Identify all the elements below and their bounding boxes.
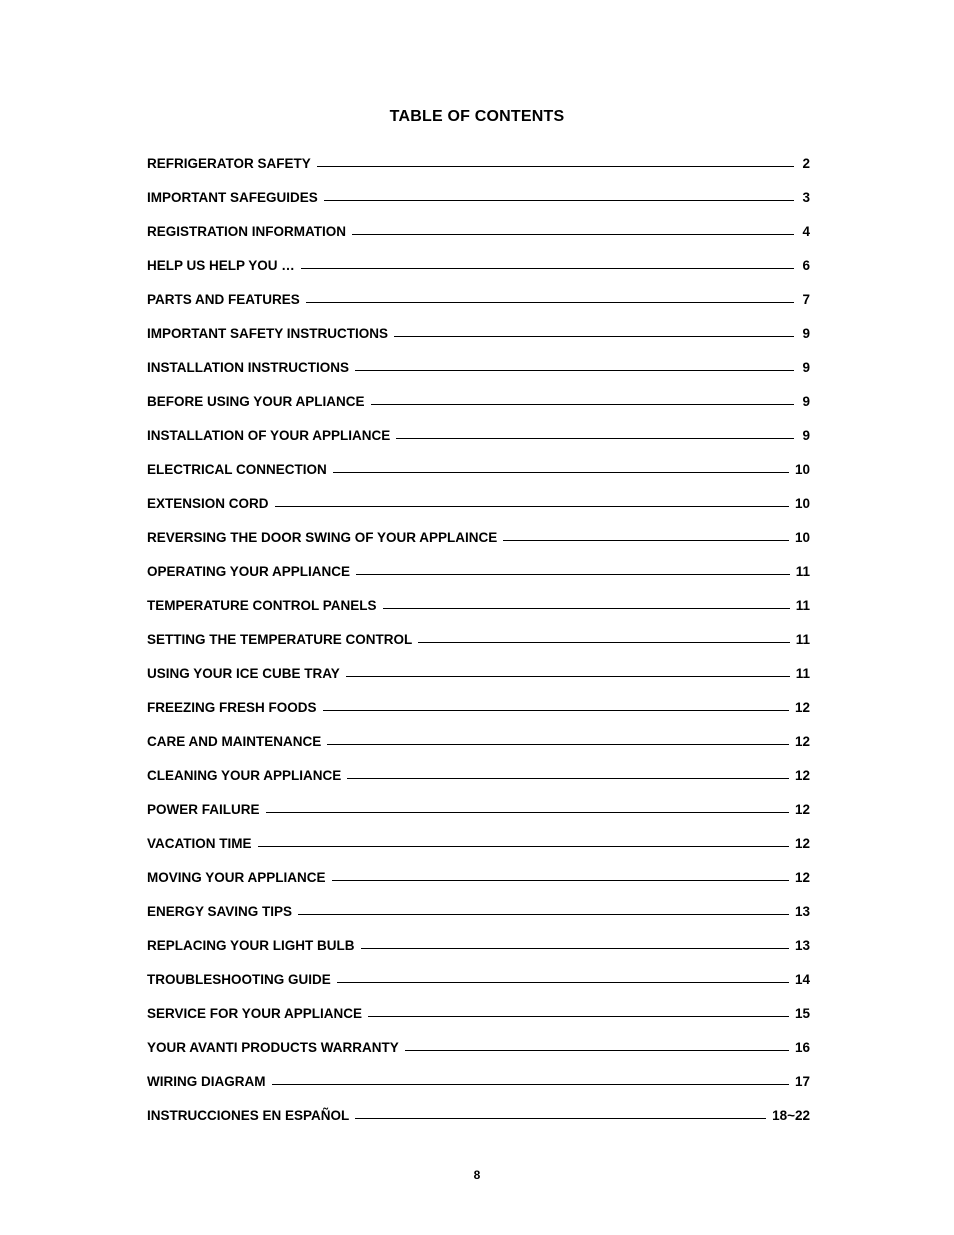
toc-leader-line (368, 1015, 789, 1017)
page-title: TABLE OF CONTENTS (389, 108, 565, 125)
toc-entry (147, 681, 810, 715)
toc-entry-page: 17 (794, 1074, 810, 1089)
toc-entry-page: 3 (802, 190, 810, 205)
toc-leader-line (396, 437, 794, 439)
toc-entry-page: 13 (794, 938, 810, 953)
toc-leader-line (405, 1049, 789, 1051)
toc-leader-line (355, 1117, 766, 1119)
toc-entry-page: 12 (794, 870, 810, 885)
toc-entry (147, 545, 810, 579)
toc-leader-line (317, 165, 794, 167)
toc-entry-label: IMPORTANT SAFETY INSTRUCTIONS (147, 326, 389, 341)
toc-entry-label: INSTRUCCIONES EN ESPAÑOL (147, 1108, 350, 1123)
toc-leader-line (356, 573, 790, 575)
toc-entry-page: 12 (794, 768, 810, 783)
toc-entry-page: 11 (795, 564, 810, 579)
toc-entry-page: 14 (794, 972, 810, 987)
toc-entry (147, 511, 810, 545)
toc-leader-line (275, 505, 789, 507)
toc-leader-line (337, 981, 789, 983)
toc-leader-line (371, 403, 794, 405)
toc-entry (147, 953, 810, 987)
toc-entry (147, 239, 810, 273)
toc-entry-label: CARE AND MAINTENANCE (147, 734, 322, 749)
toc-entry (147, 205, 810, 239)
toc-entry-page: 9 (802, 326, 810, 341)
toc-entry-label: USING YOUR ICE CUBE TRAY (147, 666, 340, 681)
toc-entry-label: WIRING DIAGRAM (147, 1074, 266, 1089)
toc-entry-label: ELECTRICAL CONNECTION (147, 462, 327, 477)
toc-entry-page: 12 (794, 734, 810, 749)
toc-leader-line (347, 777, 789, 779)
page-number: 8 (473, 1168, 481, 1182)
toc-leader-line (266, 811, 789, 813)
toc-entry-label: TEMPERATURE CONTROL PANELS (147, 598, 377, 613)
toc-entry-page: 11 (795, 632, 810, 647)
toc-entry-page: 9 (802, 394, 810, 409)
toc-entry-page: 9 (802, 428, 810, 443)
toc-entry-page: 11 (795, 666, 810, 681)
toc-entry-label: TROUBLESHOOTING GUIDE (147, 972, 331, 987)
toc-entry-page: 7 (802, 292, 810, 307)
toc-leader-line (258, 845, 789, 847)
toc-leader-line (301, 267, 794, 269)
toc-entry-label: CLEANING YOUR APPLIANCE (147, 768, 342, 783)
toc-entry-label: POWER FAILURE (147, 802, 260, 817)
toc-entry (147, 613, 810, 647)
toc-entry-label: PARTS AND FEATURES (147, 292, 300, 307)
toc-leader-line (394, 335, 794, 337)
toc-entry (147, 443, 810, 477)
toc-entry (147, 1055, 810, 1089)
toc-entry-page: 10 (794, 530, 810, 545)
toc-entry (147, 273, 810, 307)
toc-leader-line (324, 199, 794, 201)
toc-entry (147, 749, 810, 783)
toc-entry-label: IMPORTANT SAFEGUIDES (147, 190, 318, 205)
toc-entry-label: INSTALLATION INSTRUCTIONS (147, 360, 349, 375)
toc-entry-label: REGISTRATION INFORMATION (147, 224, 346, 239)
toc-entry (147, 409, 810, 443)
toc-entry (147, 579, 810, 613)
toc-leader-line (352, 233, 794, 235)
toc-entry (147, 1021, 810, 1055)
toc-leader-line (355, 369, 794, 371)
toc-entry (147, 851, 810, 885)
toc-entry-page: 15 (794, 1006, 810, 1021)
toc-entry (147, 715, 810, 749)
toc-entry-page: 9 (802, 360, 810, 375)
toc-entry (147, 783, 810, 817)
toc-entry-label: EXTENSION CORD (147, 496, 269, 511)
toc-entry-page: 11 (795, 598, 810, 613)
toc-entry-label: VACATION TIME (147, 836, 252, 851)
toc-entry-page: 18~22 (772, 1108, 810, 1123)
toc-leader-line (323, 709, 789, 711)
toc-entry-label: SERVICE FOR YOUR APPLIANCE (147, 1006, 363, 1021)
toc-entry-label: REVERSING THE DOOR SWING OF YOUR APPLAINCE (147, 530, 498, 545)
toc-entry (147, 987, 810, 1021)
toc-leader-line (298, 913, 789, 915)
toc-entry (147, 647, 810, 681)
toc-entry (147, 885, 810, 919)
toc-leader-line (418, 641, 789, 643)
toc-entry-page: 2 (802, 156, 810, 171)
toc-entry (147, 817, 810, 851)
toc-leader-line (346, 675, 790, 677)
toc-leader-line (327, 743, 789, 745)
toc-entry-page: 10 (794, 496, 810, 511)
toc-entry-page: 4 (802, 224, 810, 239)
toc-entry-page: 6 (802, 258, 810, 273)
toc-leader-line (333, 471, 789, 473)
toc-entry-label: MOVING YOUR APPLIANCE (147, 870, 326, 885)
toc-entry-label: ENERGY SAVING TIPS (147, 904, 293, 919)
toc-entry (147, 477, 810, 511)
toc-entry-label: YOUR AVANTI PRODUCTS WARRANTY (147, 1040, 399, 1055)
table-of-contents (147, 137, 810, 1123)
toc-entry-label: FREEZING FRESH FOODS (147, 700, 317, 715)
toc-entry-label: REPLACING YOUR LIGHT BULB (147, 938, 355, 953)
toc-entry (147, 137, 810, 171)
toc-entry-page: 13 (794, 904, 810, 919)
toc-entry (147, 171, 810, 205)
toc-entry-page: 10 (794, 462, 810, 477)
toc-entry (147, 307, 810, 341)
toc-leader-line (332, 879, 789, 881)
toc-entry-label: REFRIGERATOR SAFETY (147, 156, 311, 171)
toc-entry-label: OPERATING YOUR APPLIANCE (147, 564, 351, 579)
toc-entry (147, 341, 810, 375)
toc-entry-label: INSTALLATION OF YOUR APPLIANCE (147, 428, 391, 443)
toc-entry-label: SETTING THE TEMPERATURE CONTROL (147, 632, 413, 647)
toc-entry (147, 1089, 810, 1123)
toc-entry-page: 12 (794, 836, 810, 851)
toc-leader-line (361, 947, 789, 949)
toc-leader-line (383, 607, 790, 609)
toc-entry-page: 16 (794, 1040, 810, 1055)
toc-leader-line (272, 1083, 789, 1085)
toc-leader-line (306, 301, 794, 303)
toc-entry-page: 12 (794, 700, 810, 715)
toc-entry (147, 919, 810, 953)
toc-entry-label: BEFORE USING YOUR APLIANCE (147, 394, 365, 409)
toc-entry-label: HELP US HELP YOU … (147, 258, 295, 273)
toc-entry (147, 375, 810, 409)
toc-entry-page: 12 (794, 802, 810, 817)
toc-leader-line (503, 539, 789, 541)
